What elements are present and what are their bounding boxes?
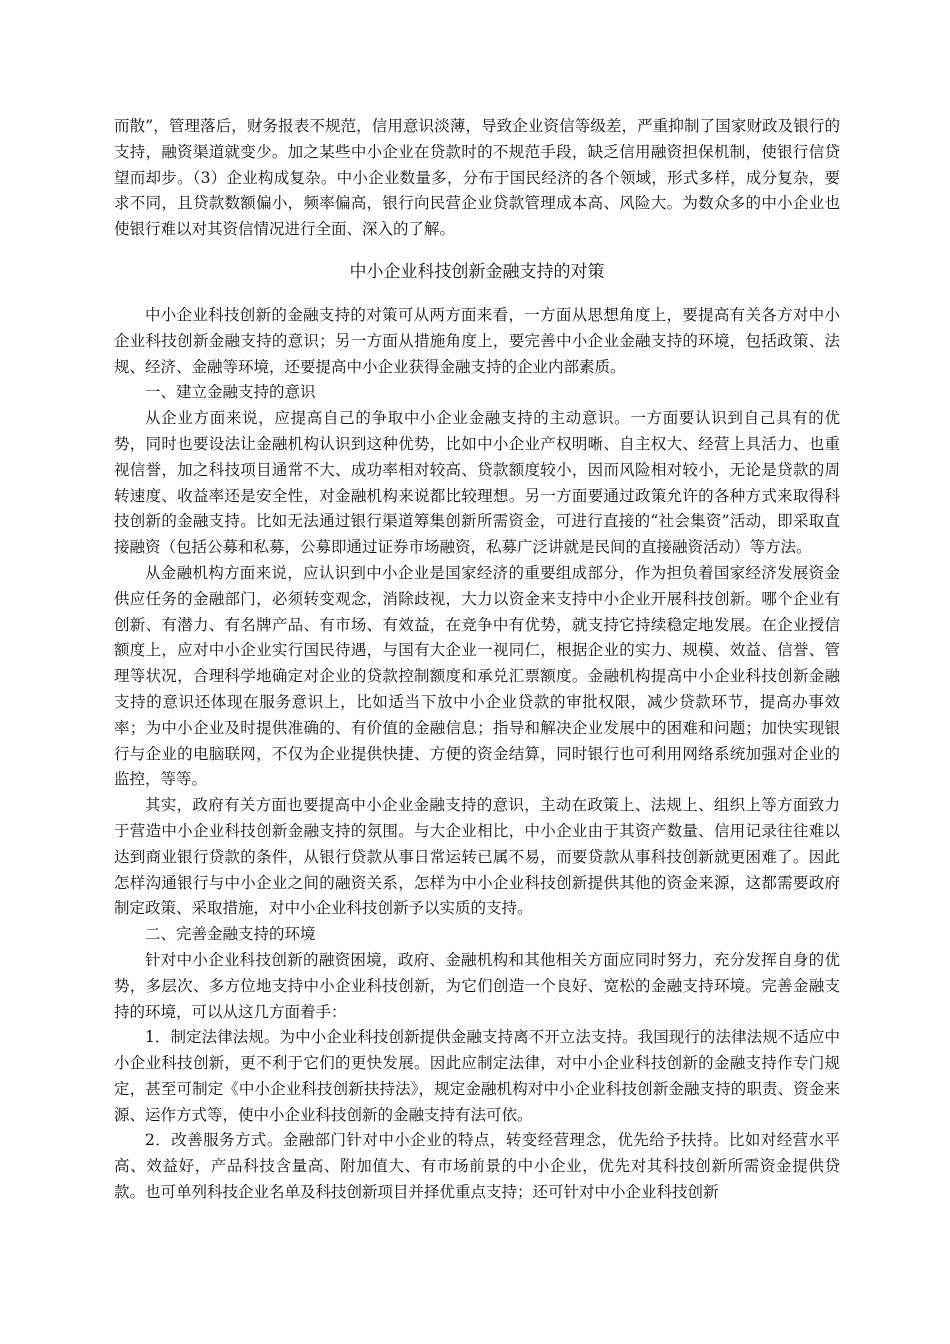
paragraph-continuation: 而散”，管理落后，财务报表不规范，信用意识淡薄，导致企业资信等级差，严重抑制了国家财政及银行的支持，融资渠道就变少。加之某些中小企业在贷款时的不规范手段，缺乏信用融资担保机制，使银行信贷望而却步。（3）企业构成复杂。中小企业数量多，分布于国民经济的各个领域，形式多样，成分复杂，要求不同，且贷款数额偏小，频率偏高，银行向民营企业贷款管理成本高、风险大。为数众多的中小企业也使银行难以对其资信情况进行全面、深入的了解。 xyxy=(114,117,840,239)
paragraph-item-1: 1．制定法律法规。为中小企业科技创新提供金融支持离不开立法支持。我国现行的法律法规不适应中小企业科技创新，更不利于它们的更快发展。因此应制定法律，对中小企业科技创新的金融支持作专门规定，甚至可制定《中小企业科技创新扶持法》，规定金融机构对中小企业科技创新金融支持的职责、资金来源、运作方式等，使中小企业科技创新的金融支持有法可依。 xyxy=(114,1028,840,1124)
subheading-2: 二、完善金融支持的环境 xyxy=(145,925,316,944)
document-page xyxy=(114,114,840,1206)
paragraph-item-2: 2．改善服务方式。金融部门针对中小企业的特点，转变经营理念，优先给予扶持。比如对经营水平高、效益好，产品科技含量高、附加值大、有市场前景的中小企业，优先对其科技创新所需资金提供贷款。也可单列科技企业名单及科技创新项目并择优重点支持；还可针对中小企业科技创新 xyxy=(114,1131,840,1202)
paragraph-financial-institutions: 从金融机构方面来说，应认识到中小企业是国家经济的重要组成部分，作为担负着国家经济发展资金供应任务的金融部门，必须转变观念，消除歧视，大力以资金来支持中小企业开展科技创新。哪个企业有创新、有潜力、有名牌产品、有市场、有效益，在竞争中有优势，就支持它持续稳定地发展。在企业授信额度上，应对中小企业实行国民待遇，与国有大企业一视同仁，根据企业的实力、规模、效益、信誉、管理等状况，合理科学地确定对企业的贷款控制额度和承兑汇票额度。金融机构提高中小企业科技创新金融支持的意识还体现在服务意识上，比如适当下放中小企业贷款的审批权限，减少贷款环节，提高办事效率；为中小企业及时提供准确的、有价值的金融信息；指导和解决企业发展中的困难和问题；加快实现银行与企业的电脑联网，不仅为企业提供快捷、方便的资金结算，同时银行也可利用网络系统加强对企业的监控，等等。 xyxy=(114,563,840,789)
paragraph-enterprise: 从企业方面来说，应提高自己的争取中小企业金融支持的主动意识。一方面要认识到自己具有的优势，同时也要设法让金融机构认识到这种优势，比如中小企业产权明晰、自主权大、经营上具活力、也重视信誉，加之科技项目通常不大、成功率相对较高、贷款额度较小，因而风险相对较小，无论是贷款的周转速度、收益率还是安全性，对金融机构来说都比较理想。另一方面要通过政策允许的各种方式来取得科技创新的金融支持。比如无法通过银行渠道筹集创新所需资金，可进行直接的“社会集资”活动，即采取直接融资（包括公募和私募，公募即通过证券市场融资，私募广泛讲就是民间的直接融资活动）等方法。 xyxy=(114,409,840,557)
paragraph-intro: 中小企业科技创新的金融支持的对策可从两方面来看，一方面从思想角度上，要提高有关各方对中小企业科技创新金融支持的意识；另一方面从措施角度上，要完善中小企业金融支持的环境，包括政策、法规、经济、金融等环境，还要提高中小企业获得金融支持的企业内部素质。 xyxy=(114,305,840,376)
section-title: 中小企业科技创新金融支持的对策 xyxy=(349,261,605,282)
subheading-1: 一、建立金融支持的意识 xyxy=(145,383,316,402)
paragraph-government: 其实，政府有关方面也要提高中小企业金融支持的意识，主动在政策上、法规上、组织上等方面致力于营造中小企业科技创新金融支持的氛围。与大企业相比，中小企业由于其资产数量、信用记录往往难以达到商业银行贷款的条件，从银行贷款从事日常运转已属不易，而要贷款从事科技创新就更困难了。因此怎样沟通银行与中小企业之间的融资关系，怎样为中小企业科技创新提供其他的资金来源，这都需要政府制定政策、采取措施，对中小企业科技创新予以实质的支持。 xyxy=(114,796,840,918)
paragraph-environment: 针对中小企业科技创新的融资困境，政府、金融机构和其他相关方面应同时努力，充分发挥自身的优势，多层次、多方位地支持中小企业科技创新，为它们创造一个良好、宽松的金融支持环境。完善金融支持的环境，可以从这几方面着手： xyxy=(114,950,840,1021)
